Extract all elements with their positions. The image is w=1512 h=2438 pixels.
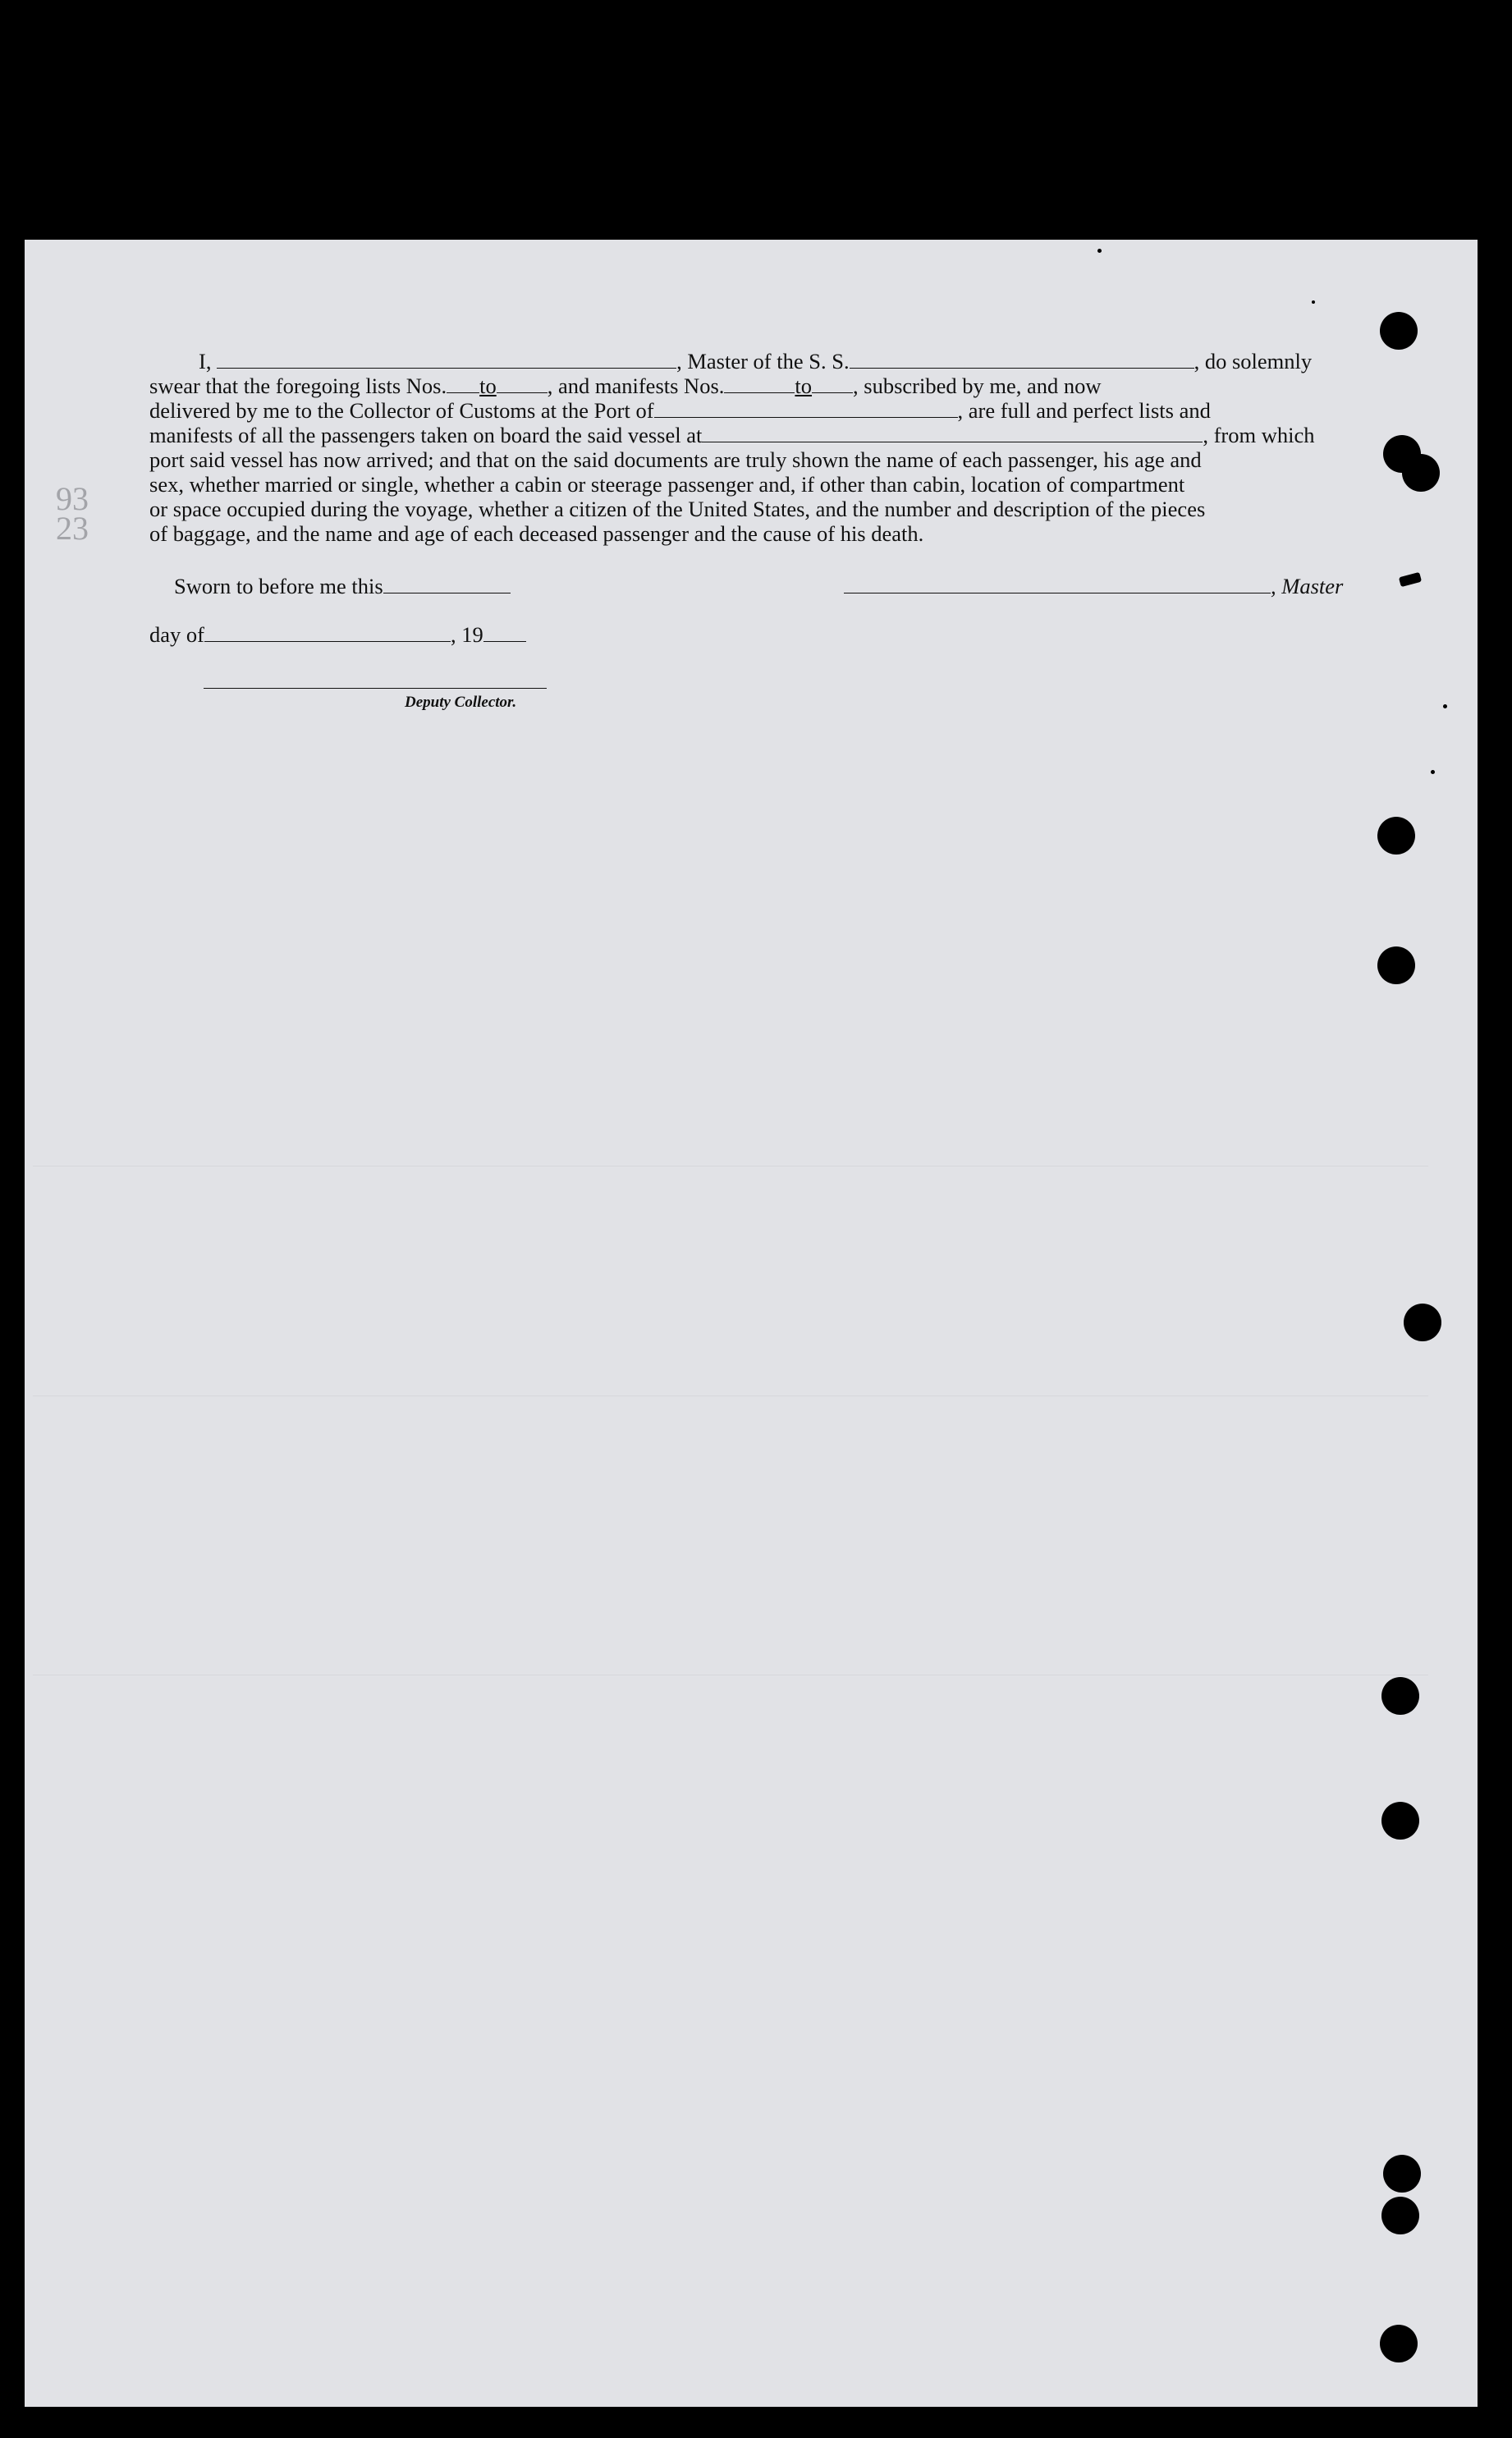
oath-line-2: swear that the foregoing lists Nos. to , and manifests Nos. to , subscribed by me, and now [149, 373, 1102, 398]
deputy-collector-label: Deputy Collector. [405, 694, 517, 711]
master-signature-blank[interactable] [844, 575, 1271, 593]
oath-line-4: manifests of all the passengers taken on board the said vessel at , from which [149, 423, 1315, 447]
month-blank[interactable] [204, 623, 451, 642]
deputy-collector-signature-blank[interactable] [204, 688, 547, 689]
sworn-line: Sworn to before me this [174, 574, 511, 599]
binder-hole [1383, 2155, 1421, 2193]
day-of-line: day of , 19 [149, 622, 526, 648]
lists-from-blank[interactable] [447, 374, 479, 393]
binder-hole [1402, 454, 1440, 492]
oath-line-6: sex, whether married or single, whether a cabin or steerage passenger and, if other than cabin, location of compartment [149, 472, 1185, 497]
speck [1431, 770, 1435, 774]
speck [1443, 704, 1447, 708]
departure-port-blank[interactable] [702, 424, 1203, 442]
binder-hole [1377, 817, 1415, 855]
margin-stamp-text: 93 23 [56, 480, 89, 547]
binder-hole [1377, 946, 1415, 984]
faint-ruled-line [33, 1395, 1428, 1396]
oath-paragraph [149, 349, 1351, 546]
year-blank[interactable] [483, 623, 526, 642]
oath-line-8: of baggage, and the name and age of each deceased passenger and the cause of his death. [149, 521, 924, 546]
margin-stamp [56, 480, 89, 547]
lists-to-blank[interactable] [497, 374, 548, 393]
oath-line-1: I, , Master of the S. S. , do solemnly [199, 349, 1313, 373]
binder-hole [1380, 2325, 1418, 2362]
binder-hole [1380, 312, 1418, 350]
port-blank[interactable] [654, 399, 958, 418]
binder-hole [1381, 1677, 1419, 1715]
ship-name-blank[interactable] [850, 350, 1194, 369]
speck [1097, 249, 1102, 253]
sworn-day-blank[interactable] [383, 575, 511, 593]
oath-line-5: port said vessel has now arrived; and that on the said documents are truly shown the name of each passenger, his age and [149, 447, 1202, 472]
oath-line-3: delivered by me to the Collector of Customs at the Port of , are full and perfect lists and [149, 398, 1211, 423]
speck [1312, 300, 1315, 304]
document-page [25, 240, 1478, 2407]
manifests-to-blank[interactable] [812, 374, 853, 393]
oath-line-7: or space occupied during the voyage, whether a citizen of the United States, and the number and description of the pieces [149, 497, 1206, 521]
master-signature-line: , Master [844, 574, 1343, 599]
binder-hole [1381, 1802, 1419, 1840]
master-name-blank[interactable] [217, 350, 676, 369]
binder-hole [1404, 1304, 1441, 1341]
binder-hole [1381, 2197, 1419, 2234]
manifests-from-blank[interactable] [724, 374, 795, 393]
